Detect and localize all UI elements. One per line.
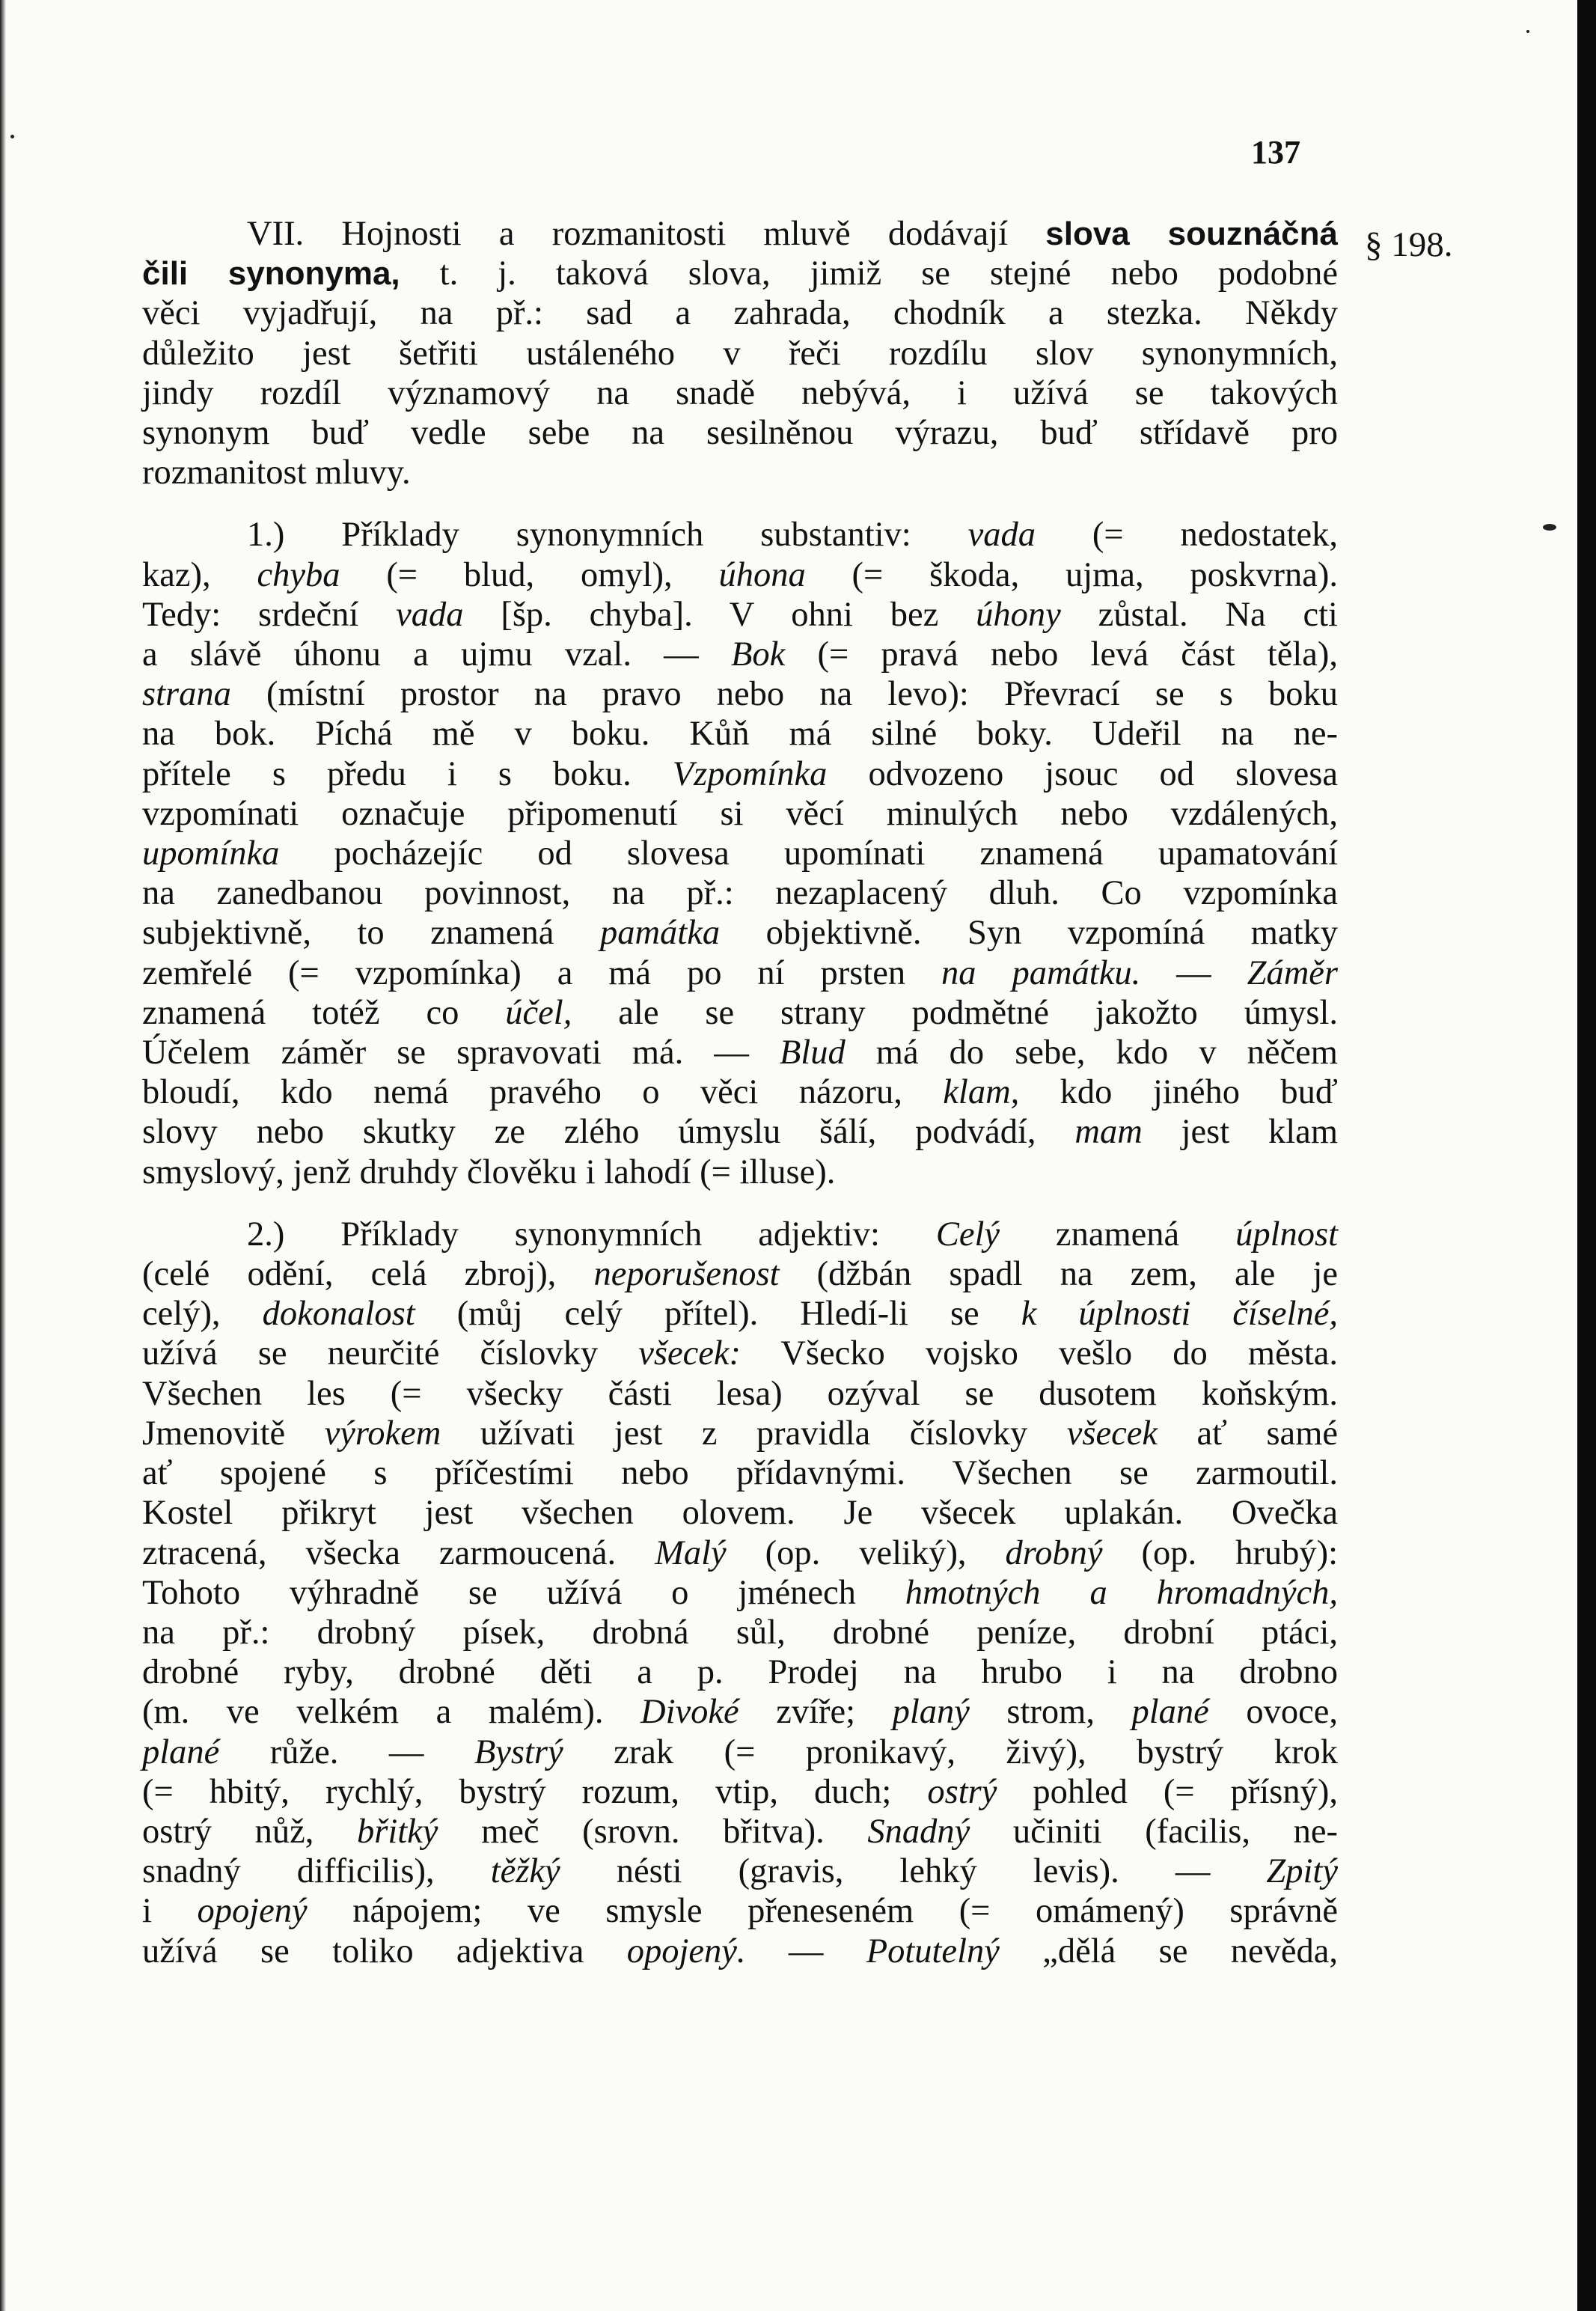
- text-run: strom,: [969, 1693, 1132, 1732]
- text-line: [142, 214, 1338, 254]
- italic-term: výrokem: [324, 1414, 441, 1453]
- text-run: pohled (= přísný),: [997, 1772, 1338, 1811]
- italic-term: Vzpomínka: [672, 754, 828, 793]
- scan-border: [1577, 0, 1596, 2311]
- text-line: [142, 1453, 1338, 1493]
- italic-term: Bystrý: [474, 1733, 563, 1771]
- text-run: t. j. taková slova, jimiž se stejné nebo podobné: [400, 254, 1338, 293]
- text-run: učiniti (facilis, ne-: [970, 1812, 1338, 1851]
- text-run: důležito jest šetřiti ustáleného v řeči rozdílu slov synonymních,: [142, 334, 1338, 373]
- text-run: (= pravá nebo levá část těla),: [785, 635, 1339, 674]
- italic-term: Zpitý: [1266, 1852, 1338, 1891]
- text-run: zvíře;: [739, 1693, 893, 1732]
- italic-term: vada: [967, 516, 1036, 555]
- text-run: ale se strany podmětné jakožto úmysl.: [572, 993, 1338, 1032]
- text-run: vzpomínati označuje připomenutí si věcí minulých nebo vzdálených,: [142, 794, 1338, 833]
- italic-term: Záměr: [1247, 953, 1339, 992]
- text-run: subjektivně, to znamená: [142, 914, 600, 953]
- italic-term: břitký: [356, 1812, 438, 1851]
- text-line: [142, 1613, 1338, 1652]
- text-run: synonym buď vedle sebe na sesilněnou výrazu, buď střídavě pro: [142, 414, 1338, 453]
- text-run: objektivně. Syn vzpomíná matky: [720, 914, 1338, 953]
- italic-term: plané: [1131, 1693, 1209, 1732]
- text-run: ztracená, všecka zarmoucená.: [142, 1533, 655, 1572]
- text-run: Tohoto výhradně se užívá o jménech: [142, 1573, 905, 1612]
- text-line: [142, 1533, 1338, 1573]
- text-line: [142, 1692, 1338, 1732]
- text-line: [142, 873, 1338, 913]
- italic-term: Divoké: [640, 1693, 739, 1732]
- text-line: [142, 1493, 1338, 1533]
- text-run: (op. hrubý):: [1102, 1533, 1338, 1572]
- text-run: i: [142, 1892, 198, 1931]
- text-run: [šp. chyba]. V ohni bez: [463, 595, 976, 634]
- text-line: [142, 413, 1338, 453]
- text-run: (celé odění, celá zbroj),: [142, 1255, 594, 1294]
- text-run: odvozeno jsouc od slovesa: [827, 754, 1338, 793]
- page-left-edge: [0, 0, 6, 2311]
- text-line: [142, 1891, 1338, 1931]
- text-run: meč (srovn. břitva).: [438, 1812, 868, 1851]
- text-line: [142, 1851, 1338, 1891]
- italic-term: strana: [142, 675, 231, 714]
- text-line: [142, 1215, 1338, 1254]
- italic-term: Bok: [730, 635, 786, 674]
- text-run: nápojem; ve smysle přeneseném (= omámený) správně: [307, 1892, 1338, 1931]
- italic-term: památka: [599, 914, 721, 953]
- text-run: kaz),: [142, 555, 257, 594]
- text-run: užívá se neurčité číslovky: [142, 1334, 639, 1373]
- text-run: věci vyjadřují, na př.: sad a zahrada, chodník a stezka. Někdy: [142, 294, 1338, 333]
- text-line: [142, 1153, 1338, 1192]
- text-run: zrak (= pronikavý, živý), bystrý krok: [563, 1733, 1339, 1771]
- page-number: 137: [1251, 134, 1300, 171]
- italic-term: hmotných a hromadných,: [905, 1573, 1338, 1612]
- text-line: [142, 555, 1338, 595]
- italic-term: úhona: [718, 555, 806, 594]
- text-line: [142, 913, 1338, 953]
- italic-term: upomínka: [142, 834, 280, 873]
- text-line: [142, 515, 1338, 555]
- text-run: a slávě úhonu a ujmu vzal. —: [142, 635, 731, 674]
- text-line: [142, 1072, 1338, 1112]
- text-run: zemřelé (= vzpomínka) a má po ní prsten: [142, 953, 942, 992]
- text-line: [142, 595, 1338, 635]
- text-run: bloudí, kdo nemá pravého o věci názoru,: [142, 1073, 944, 1112]
- italic-term: Potutelný: [866, 1932, 1000, 1970]
- text-run: Tedy: srdeční: [142, 595, 397, 634]
- italic-term: Malý: [655, 1533, 727, 1572]
- text-run: (= hbitý, rychlý, bystrý rozum, vtip, duch;: [142, 1772, 928, 1811]
- text-run: drobné ryby, drobné děti a p. Prodej na hrubo i na drobno: [142, 1653, 1338, 1692]
- text-line: [142, 834, 1338, 873]
- italic-term: na památku.: [941, 953, 1141, 992]
- text-run: (= nedostatek,: [1036, 516, 1339, 555]
- italic-term: chyba: [257, 555, 340, 594]
- text-line: [142, 293, 1338, 333]
- italic-term: Celý: [935, 1215, 1000, 1254]
- text-line: [142, 754, 1338, 794]
- text-line: [142, 1932, 1338, 1971]
- text-line: [142, 1733, 1338, 1772]
- text-run: VII. Hojnosti a rozmanitosti mluvě dodávají: [247, 215, 1046, 253]
- text-run: nésti (gravis, lehký levis). —: [560, 1852, 1267, 1891]
- italic-term: Snadný: [867, 1812, 970, 1851]
- text-run: 1.) Příklady synonymních substantiv:: [247, 516, 968, 555]
- text-line: [142, 1812, 1338, 1851]
- text-run: jindy rozdíl významový na snadě nebývá, i užívá se takových: [142, 373, 1338, 412]
- text-line: [142, 334, 1338, 373]
- italic-term: všecek: [1066, 1414, 1158, 1453]
- text-run: (= blud, omyl),: [340, 555, 719, 594]
- text-run: (= škoda, ujma, poskvrna).: [805, 555, 1339, 594]
- text-run: (džbán spadl na zem, ale je: [779, 1255, 1338, 1294]
- text-run: (op. veliký),: [726, 1533, 1006, 1572]
- text-run: růže. —: [219, 1733, 474, 1771]
- text-run: —: [745, 1932, 866, 1970]
- print-speck: [1543, 524, 1556, 531]
- print-speck: [1526, 30, 1529, 33]
- text-run: celý),: [142, 1295, 263, 1334]
- italic-term: klam,: [943, 1073, 1020, 1112]
- text-line: [142, 1112, 1338, 1152]
- text-run: zůstal. Na cti: [1060, 595, 1338, 634]
- print-speck: [10, 135, 14, 138]
- section-mark: § 198.: [1365, 225, 1453, 264]
- text-line: [142, 1334, 1338, 1373]
- text-run: snadný difficilis),: [142, 1852, 491, 1891]
- italic-term: ostrý: [927, 1772, 997, 1811]
- text-run: (m. ve velkém a malém).: [142, 1693, 640, 1732]
- text-run: Všecko vojsko vešlo do města.: [741, 1334, 1338, 1373]
- text-run: Jmenovitě: [142, 1414, 325, 1453]
- italic-term: těžký: [490, 1852, 560, 1891]
- italic-term: opojený: [197, 1892, 308, 1931]
- text-run: znamená totéž co: [142, 993, 506, 1032]
- italic-term: plané: [142, 1733, 220, 1771]
- text-line: [142, 1033, 1338, 1072]
- text-run: 2.) Příklady synonymních adjektiv:: [247, 1215, 936, 1254]
- text-line: [142, 1414, 1338, 1453]
- text-line: [142, 635, 1338, 674]
- italic-term: vada: [396, 595, 464, 634]
- italic-term: neporušenost: [593, 1255, 780, 1294]
- text-run: na bok. Píchá mě v boku. Kůň má silné boky. Udeřil na ne-: [142, 715, 1338, 754]
- paragraph: [142, 214, 1338, 492]
- italic-term: úplnost: [1235, 1215, 1338, 1254]
- paragraph: [142, 515, 1338, 1191]
- text-run: slovy nebo skutky ze zlého úmyslu šálí, podvádí,: [142, 1113, 1075, 1152]
- text-run: smyslový, jenž druhdy člověku i lahodí (= illuse).: [142, 1153, 836, 1191]
- text-run: —: [1140, 953, 1247, 992]
- text-line: [142, 1652, 1338, 1692]
- text-line: [142, 993, 1338, 1033]
- bold-term: slova souznáčná: [1045, 216, 1338, 252]
- text-run: Kostel přikryt jest všechen olovem. Je všecek uplakán. Ovečka: [142, 1494, 1338, 1533]
- text-run: rozmanitost mluvy.: [142, 454, 411, 492]
- text-run: Všechen les (= všecky části lesa) ozýval se dusotem koňským.: [142, 1374, 1338, 1413]
- text-run: kdo jiného buď: [1019, 1073, 1338, 1112]
- text-line: [142, 254, 1338, 293]
- text-run: pocházejíc od slovesa upomínati znamená upamatování: [279, 834, 1338, 873]
- text-line: [142, 953, 1338, 993]
- text-line: [142, 794, 1338, 834]
- text-run: „dělá se nevěda,: [999, 1932, 1338, 1970]
- italic-term: dokonalost: [262, 1295, 415, 1334]
- text-line: [142, 714, 1338, 754]
- text-run: (můj celý přítel). Hledí-li se: [415, 1295, 1021, 1334]
- text-line: [142, 674, 1338, 714]
- text-line: [142, 373, 1338, 413]
- text-line: [142, 1294, 1338, 1334]
- text-line: [142, 1254, 1338, 1294]
- bold-term: čili synonyma,: [142, 255, 400, 293]
- text-run: ostrý nůž,: [142, 1812, 357, 1851]
- text-run: užívati jest z pravidla číslovky: [441, 1414, 1067, 1453]
- text-run: jest klam: [1142, 1113, 1338, 1152]
- text-line: [142, 1573, 1338, 1613]
- italic-term: úhony: [976, 595, 1061, 634]
- italic-term: k úplnosti číselné,: [1021, 1295, 1338, 1334]
- text-run: přítele s předu i s boku.: [142, 754, 673, 793]
- italic-term: všecek:: [638, 1334, 742, 1373]
- italic-term: účel,: [505, 993, 572, 1032]
- italic-term: Blud: [779, 1034, 846, 1072]
- paragraph: [142, 1215, 1338, 1971]
- italic-term: opojený.: [626, 1932, 746, 1970]
- text-run: ať spojené s příčestími nebo přídavnými. Všechen se zarmoutil.: [142, 1454, 1338, 1493]
- text-line: [142, 1374, 1338, 1414]
- text-run: ať samé: [1158, 1414, 1338, 1453]
- text-line: [142, 453, 1338, 492]
- text-line: [142, 1772, 1338, 1812]
- italic-term: planý: [892, 1693, 970, 1732]
- text-run: (místní prostor na pravo nebo na levo): Převrací se s boku: [230, 675, 1338, 714]
- text-run: má do sebe, kdo v něčem: [845, 1034, 1338, 1072]
- text-run: na př.: drobný písek, drobná sůl, drobné peníze, drobní ptáci,: [142, 1613, 1338, 1652]
- text-run: ovoce,: [1208, 1693, 1338, 1732]
- text-run: na zanedbanou povinnost, na př.: nezaplacený dluh. Co vzpomínka: [142, 874, 1338, 913]
- text-run: Účelem záměr se spravovati má. —: [142, 1034, 780, 1072]
- text-run: znamená: [1000, 1215, 1236, 1254]
- body-text: [142, 214, 1338, 1971]
- text-run: užívá se toliko adjektiva: [142, 1932, 627, 1970]
- italic-term: mam: [1074, 1113, 1143, 1152]
- italic-term: drobný: [1005, 1533, 1103, 1572]
